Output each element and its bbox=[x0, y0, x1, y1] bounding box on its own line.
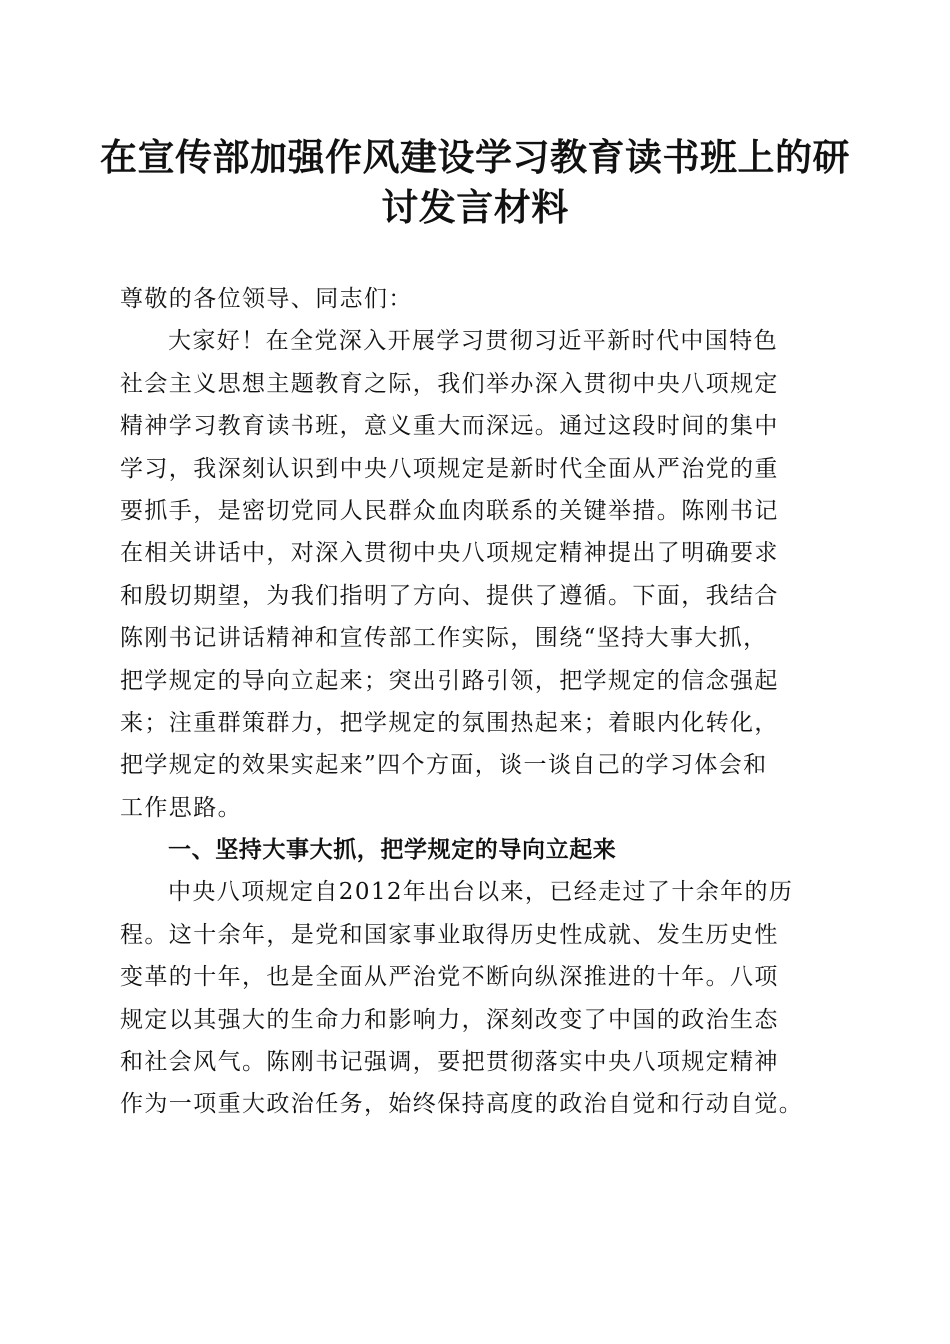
text-line: 把学规定的效果实起来”四个方面，谈一谈自己的学习体会和 bbox=[120, 752, 768, 779]
text-line: 作为一项重大政治任务，始终保持高度的政治自觉和行动自觉。 bbox=[120, 1091, 804, 1118]
paragraph-section1 bbox=[120, 871, 836, 1125]
salutation: 尊敬的各位领导、同志们： bbox=[120, 286, 413, 312]
text-line: 中央八项规定自2012年出台以来，已经走过了十余年的历 bbox=[168, 879, 794, 906]
document-body bbox=[120, 278, 836, 1126]
text-line: 来；注重群策群力，把学规定的氛围热起来；着眼内化转化， bbox=[120, 709, 779, 736]
title-line: 在宣传部加强作风建设学习教育读书班上的研 bbox=[100, 135, 850, 179]
text-line: 把学规定的导向立起来；突出引路引领，把学规定的信念强起 bbox=[120, 667, 779, 694]
text-line: 要抓手，是密切党同人民群众血肉联系的关键举措。陈刚书记 bbox=[120, 497, 779, 524]
text-line: 规定以其强大的生命力和影响力，深刻改变了中国的政治生态 bbox=[120, 1006, 779, 1033]
text-line: 和殷切期望，为我们指明了方向、提供了遵循。下面，我结合 bbox=[120, 582, 779, 609]
text-line: 精神学习教育读书班，意义重大而深远。通过这段时间的集中 bbox=[120, 413, 779, 440]
text-line: 陈刚书记讲话精神和宣传部工作实际，围绕“坚持大事大抓， bbox=[120, 625, 768, 652]
document-title bbox=[100, 132, 850, 232]
text-line: 在相关讲话中，对深入贯彻中央八项规定精神提出了明确要求 bbox=[120, 540, 779, 567]
paragraph-intro bbox=[120, 320, 836, 829]
text-line: 工作思路。 bbox=[120, 794, 242, 821]
section-heading: 一、坚持大事大抓，把学规定的导向立起来 bbox=[168, 837, 617, 864]
text-line: 程。这十余年，是党和国家事业取得历史性成就、发生历史性 bbox=[120, 921, 779, 948]
text-line: 学习，我深刻认识到中央八项规定是新时代全面从严治党的重 bbox=[120, 455, 779, 482]
text-line: 变革的十年，也是全面从严治党不断向纵深推进的十年。八项 bbox=[120, 964, 779, 991]
text-line: 和社会风气。陈刚书记强调，要把贯彻落实中央八项规定精神 bbox=[120, 1049, 779, 1076]
text-line: 社会主义思想主题教育之际，我们举办深入贯彻中央八项规定 bbox=[120, 370, 779, 397]
text-line: 大家好！在全党深入开展学习贯彻习近平新时代中国特色 bbox=[168, 328, 778, 355]
title-line: 讨发言材料 bbox=[381, 185, 569, 229]
